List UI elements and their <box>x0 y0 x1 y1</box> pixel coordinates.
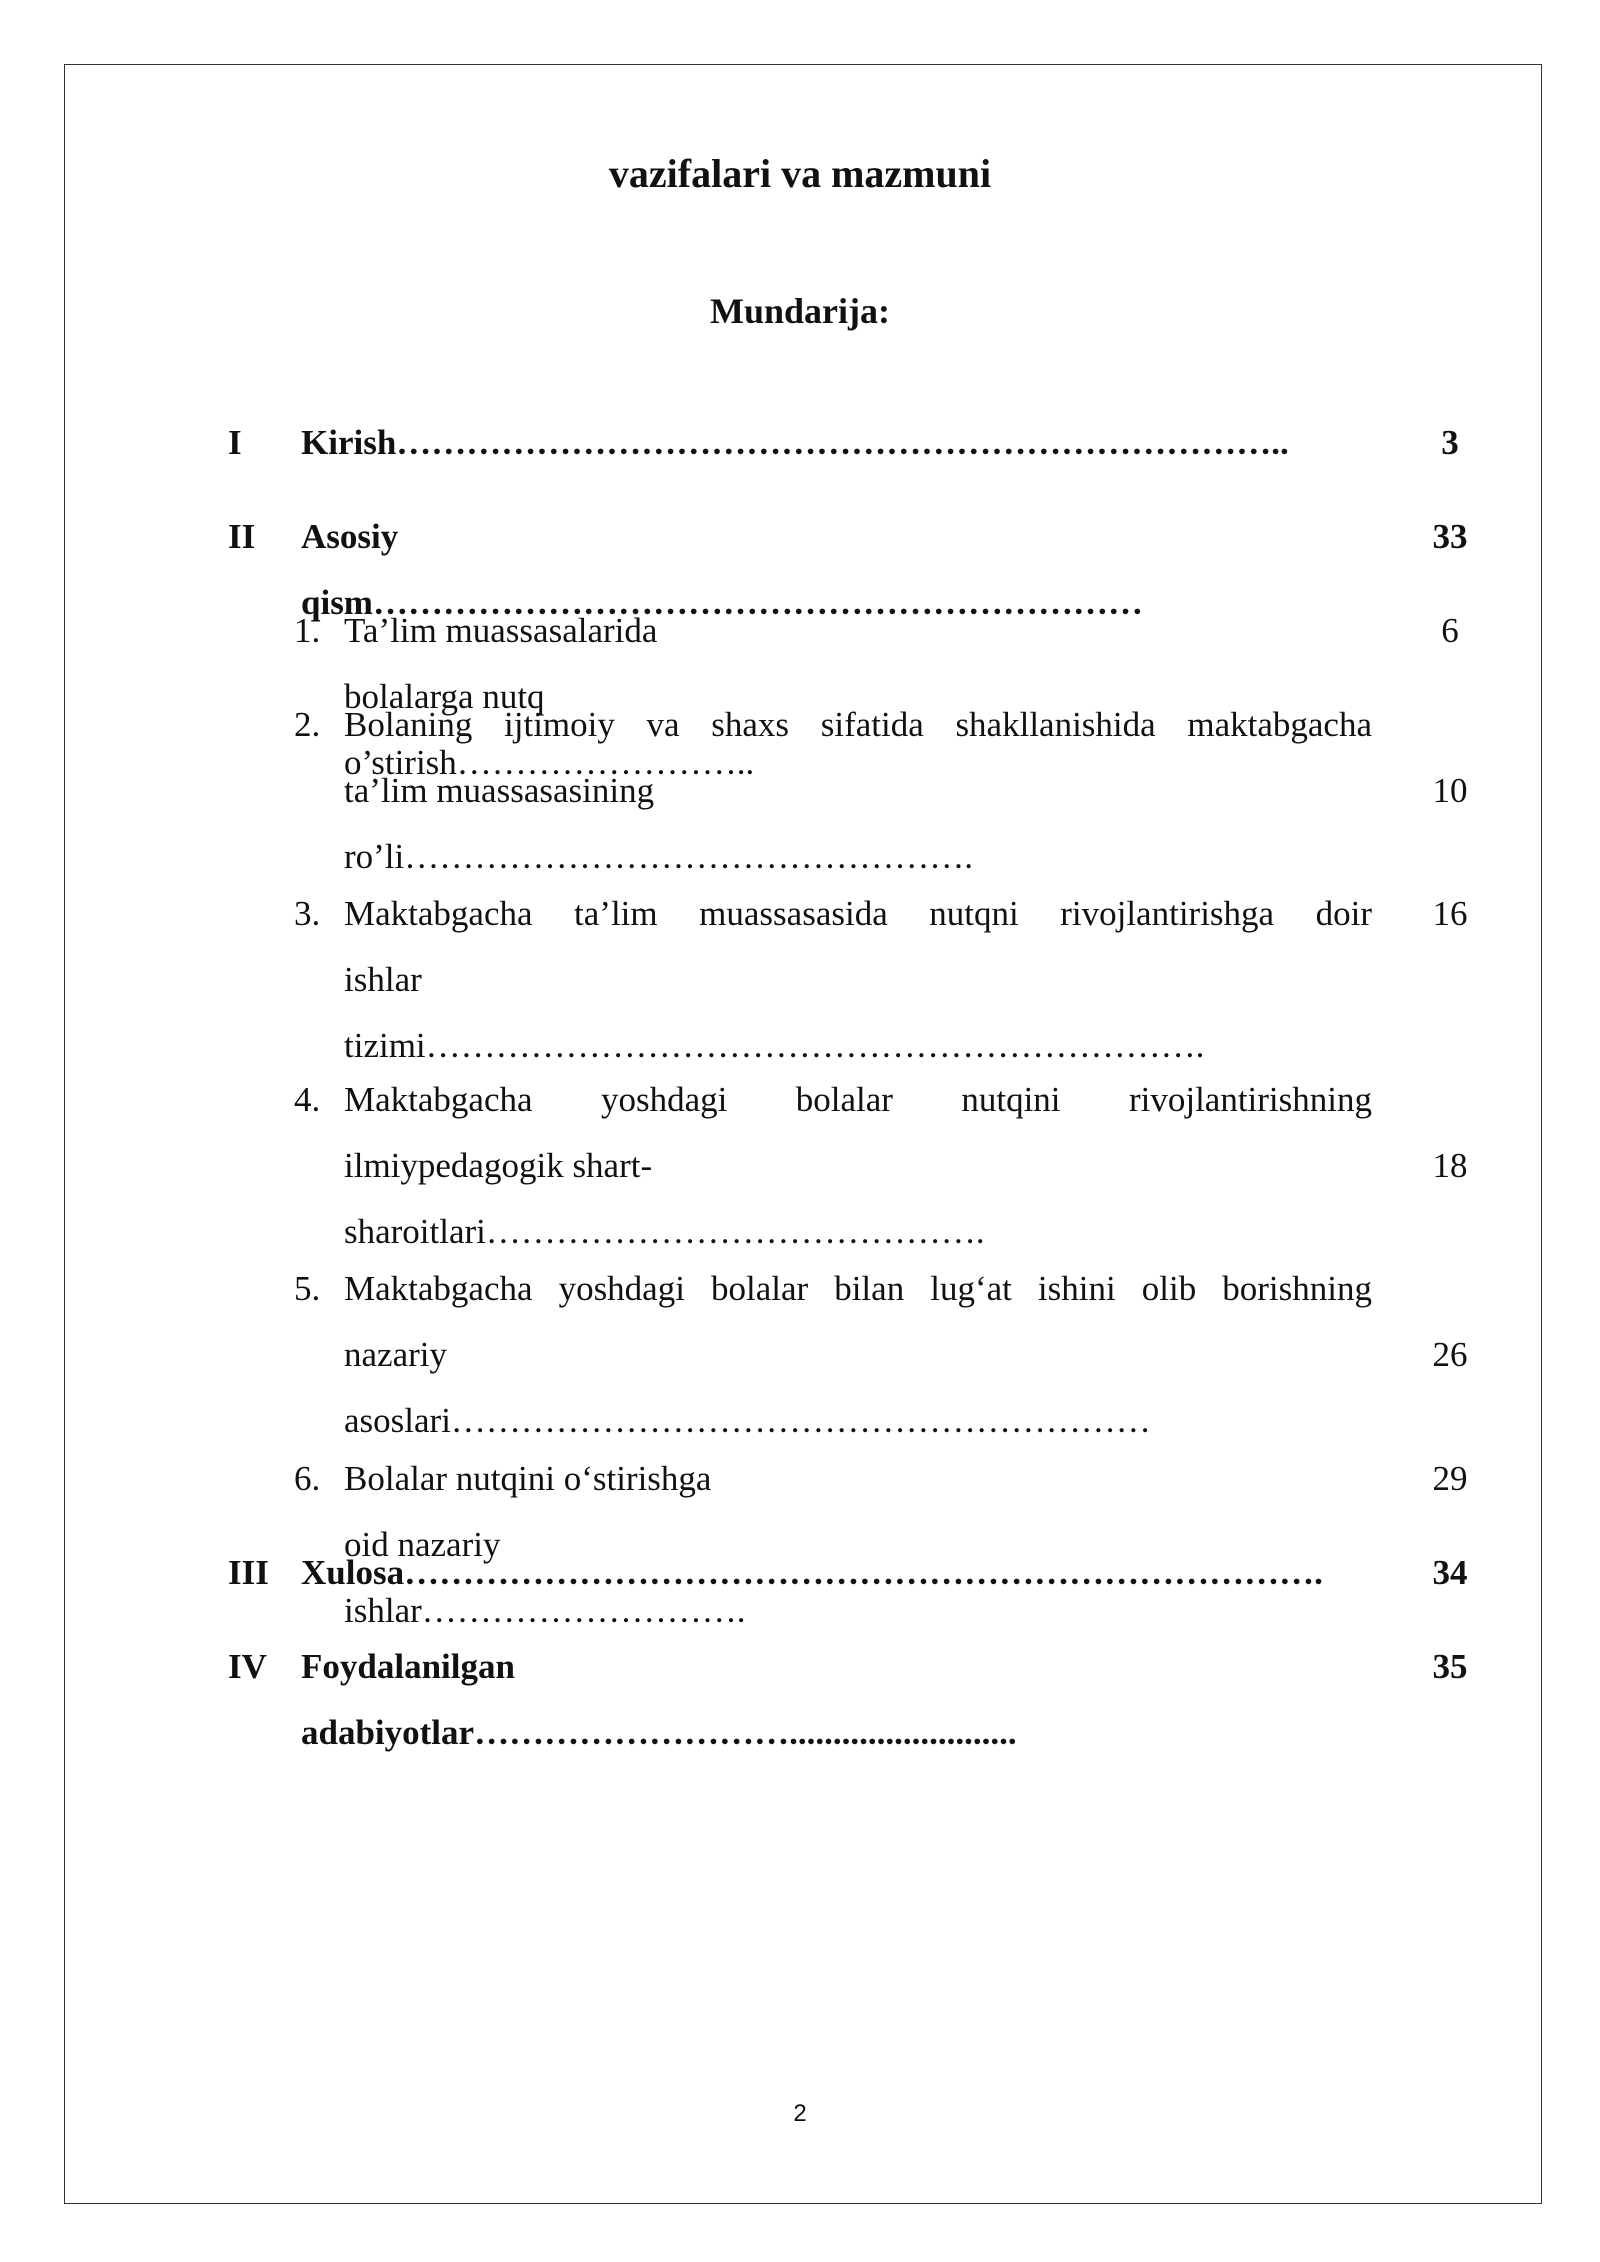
item-page: 18 <box>1432 1146 1468 1185</box>
item-number: 6. <box>294 1459 321 1498</box>
item-page: 10 <box>1432 771 1468 810</box>
item-number: 2. <box>294 705 321 744</box>
document-title: vazifalari va mazmuni <box>608 151 992 196</box>
section-label: Xulosa……………………………………………………………………. <box>301 1553 1323 1592</box>
page-number: 2 <box>793 2100 807 2127</box>
item-text-line1: Bolaning ijtimoiy va shaxs sifatida shakllanishida maktabgacha <box>344 705 1372 744</box>
section-numeral: II <box>228 517 256 556</box>
item-text-line1: Ta’lim muassasalarida bolalarga nutq o’stirish…………………….. <box>344 611 755 782</box>
toc-heading: Mundarija: <box>710 291 890 331</box>
item-text-line1: Maktabgacha yoshdagi bolalar nutqini rivojlantirishning <box>344 1080 1372 1119</box>
section-page: 33 <box>1432 517 1468 556</box>
section-numeral: IV <box>228 1647 267 1686</box>
section-numeral: III <box>228 1553 269 1592</box>
item-number: 4. <box>294 1080 321 1119</box>
item-text-line1: Bolalar nutqini o‘stirishga oid nazariy ishlar………………………. <box>344 1459 746 1630</box>
section-numeral: I <box>228 423 242 462</box>
item-text-line2: ilmiypedagogik shart-sharoitlari……………………………………. <box>344 1146 985 1251</box>
section-page: 35 <box>1432 1647 1468 1686</box>
section-label: Foydalanilgan adabiyotlar……………………….......................... <box>301 1647 1017 1752</box>
item-page: 6 <box>1441 611 1459 650</box>
section-label: Asosiy qism………………………………………………………… <box>301 517 1143 622</box>
item-number: 3. <box>294 894 321 933</box>
item-page: 29 <box>1432 1459 1468 1498</box>
item-number: 1. <box>294 611 321 650</box>
item-text-line2: nazariy asoslari…………………………………………………… <box>344 1335 1151 1440</box>
item-text-line2: ta’lim muassasasining ro’li…………………………………………. <box>344 771 974 876</box>
item-number: 5. <box>294 1269 321 1308</box>
item-text-line2: ishlar tizimi…………………………………………………………. <box>344 960 1205 1065</box>
section-page: 3 <box>1441 423 1459 462</box>
section-label: Kirish………………………………………………………………….. <box>301 423 1289 462</box>
item-page: 16 <box>1432 894 1468 933</box>
item-text-line1: Maktabgacha yoshdagi bolalar bilan lug‘at ishini olib borishning <box>344 1269 1372 1308</box>
item-text-line1: Maktabgacha ta’lim muassasasida nutqni rivojlantirishga doir <box>344 894 1372 933</box>
item-page: 26 <box>1432 1335 1468 1374</box>
section-page: 34 <box>1432 1553 1468 1592</box>
